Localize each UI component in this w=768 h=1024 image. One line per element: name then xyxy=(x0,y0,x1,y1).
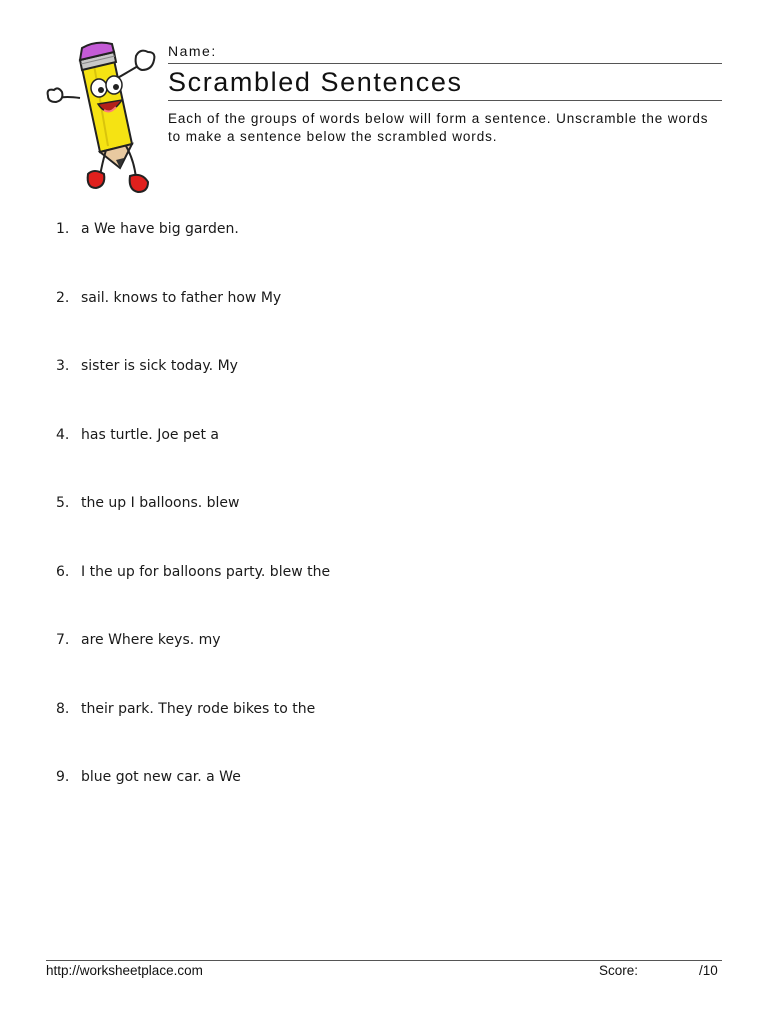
score-total: /10 xyxy=(699,963,718,978)
question-item xyxy=(56,700,716,769)
question-text: sail. knows to father how My xyxy=(81,289,282,306)
question-item xyxy=(56,220,716,289)
question-number: 9. xyxy=(56,769,70,785)
question-number: 6. xyxy=(56,563,70,580)
question-text: blue got new car. a We xyxy=(81,769,241,785)
footer-divider xyxy=(46,960,722,961)
question-number: 4. xyxy=(56,426,70,443)
question-text: has turtle. Joe pet a xyxy=(81,426,219,443)
name-label: Name: xyxy=(168,43,217,59)
question-item xyxy=(56,494,716,563)
question-number: 7. xyxy=(56,632,70,648)
question-text: I the up for balloons party. blew the xyxy=(81,563,331,580)
question-text: sister is sick today. My xyxy=(81,358,238,374)
footer-url: http://worksheetplace.com xyxy=(46,963,203,978)
score-label: Score: xyxy=(599,963,639,978)
question-item xyxy=(56,631,716,700)
instructions: Each of the groups of words below will form a sentence. Unscramble the words to make a sentence below the scrambled words. xyxy=(168,111,709,144)
question-item xyxy=(56,426,716,495)
page-title: Scrambled Sentences xyxy=(168,67,463,97)
question-item xyxy=(56,563,716,632)
question-number: 3. xyxy=(56,358,70,374)
title-row xyxy=(168,66,722,101)
question-text: their park. They rode bikes to the xyxy=(81,700,316,717)
question-item xyxy=(56,768,716,837)
question-number: 1. xyxy=(56,221,70,237)
question-number: 5. xyxy=(56,495,70,511)
question-number: 8. xyxy=(56,700,70,717)
question-text: the up I balloons. blew xyxy=(81,495,240,511)
question-text: are Where keys. my xyxy=(81,632,221,648)
question-number: 2. xyxy=(56,289,70,306)
question-text: a We have big garden. xyxy=(81,221,239,237)
name-field-line[interactable] xyxy=(168,43,722,64)
question-list xyxy=(56,220,716,837)
pencil-mascot-icon xyxy=(44,40,164,200)
question-item xyxy=(56,289,716,358)
question-item xyxy=(56,357,716,426)
